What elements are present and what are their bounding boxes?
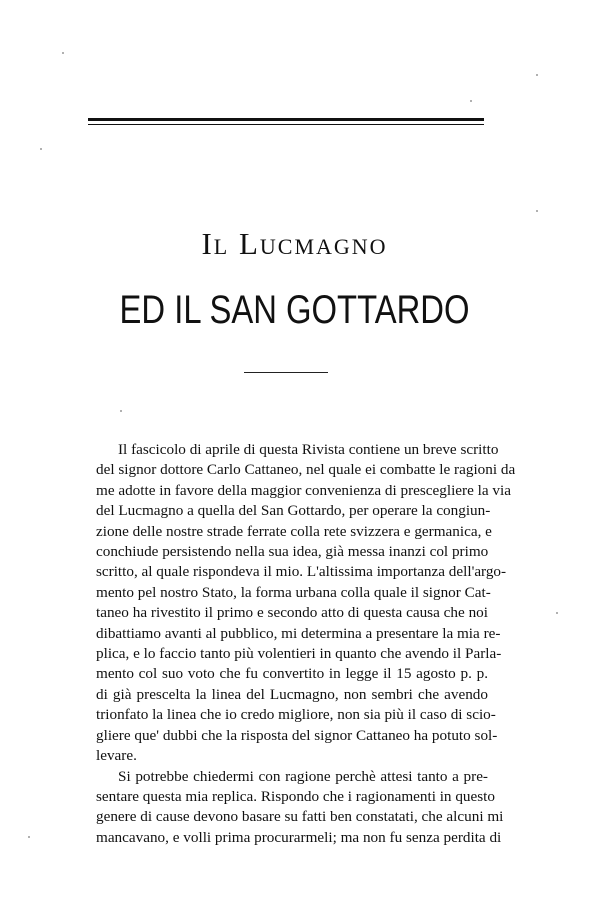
text-line: di già prescelta la linea del Lucmagno, non sembri che avendo: [96, 685, 488, 703]
text-line: zione delle nostre strade ferrate colla rete svizzera e germanica, e: [96, 522, 492, 540]
text-line: trionfato la linea che io credo migliore, non sia più il caso di scio-: [96, 706, 496, 724]
title-divider: [244, 372, 328, 373]
title-line-1: Il Lucmagno: [201, 226, 388, 261]
top-double-rule: [88, 118, 484, 121]
text-line: mento pel nostro Stato, la forma urbana colla quale il signor Cat-: [96, 583, 491, 601]
paragraph-2: [96, 767, 504, 849]
text-line: sentare questa mia replica. Rispondo che i ragionamenti in questo: [96, 787, 495, 805]
text-line: del Lucmagno a quella del San Gottardo, per operare la congiun-: [96, 502, 491, 520]
scan-speck: [120, 410, 122, 412]
text-line: levare.: [96, 747, 137, 765]
scan-speck: [556, 612, 558, 614]
text-line: plica, e lo faccio tanto più volentieri in quanto che avendo il Parla-: [96, 645, 502, 663]
text-line: Si potrebbe chiedermi con ragione perchè attesi tanto a pre-: [118, 767, 488, 785]
scan-speck: [536, 74, 538, 76]
text-line: me adotte in favore della maggior convenienza di prescegliere la via: [96, 481, 511, 499]
scan-speck: [62, 52, 64, 54]
scan-speck: [470, 100, 472, 102]
text-line: Il fascicolo di aprile di questa Rivista contiene un breve scritto: [118, 441, 499, 458]
text-line: genere di cause devono basare su fatti ben constatati, che alcuni mi: [96, 808, 504, 826]
scan-speck: [28, 836, 30, 838]
text-line: mancavano, e volli prima procurarmeli; ma non fu senza perdita di: [96, 828, 502, 846]
paragraph-1: [96, 440, 516, 767]
title-line-2: ED IL SAN GOTTARDO: [119, 288, 470, 332]
body-text: [96, 440, 516, 848]
text-line: dibattiamo avanti al pubblico, mi determina a presentare la mia re-: [96, 624, 501, 642]
text-line: conchiude persistendo nella sua idea, già messa inanzi col primo: [96, 543, 489, 561]
text-line: del signor dottore Carlo Cattaneo, nel quale ei combatte le ragioni da: [96, 461, 516, 479]
text-line: gliere que' dubbi che la risposta del signor Cattaneo ha potuto sol-: [96, 726, 498, 744]
text-line: mento col suo voto che fu convertito in legge il 15 agosto p. p.: [96, 665, 488, 683]
scan-speck: [40, 148, 42, 150]
text-line: scritto, al quale rispondeva il mio. L'altissima importanza dell'argo-: [96, 563, 507, 581]
scan-speck: [536, 210, 538, 212]
text-line: taneo ha rivestito il primo e secondo atto di questa causa che noi: [96, 604, 488, 622]
